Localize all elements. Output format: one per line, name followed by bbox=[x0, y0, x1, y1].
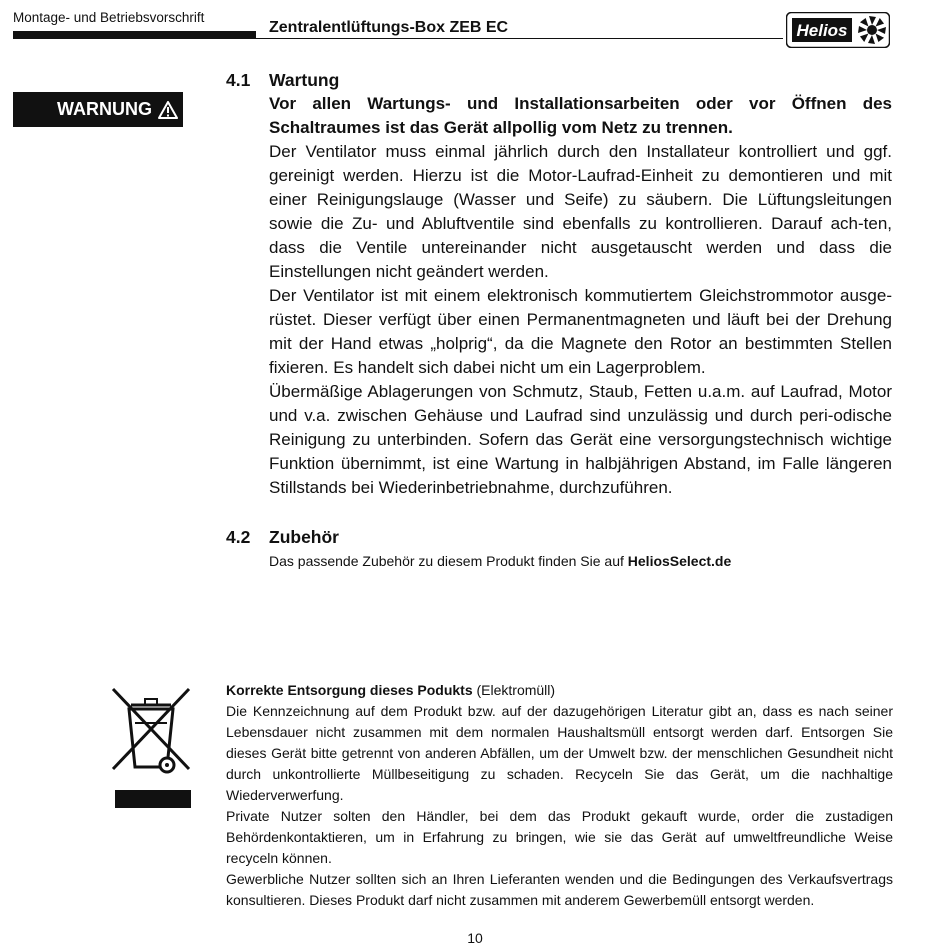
disposal-heading-suffix: (Elektromüll) bbox=[472, 682, 556, 698]
product-title: Zentralentlüftungs-Box ZEB EC bbox=[269, 19, 509, 36]
document-type-label: Montage- und Betriebsvorschrift bbox=[13, 10, 205, 25]
header-bar bbox=[13, 31, 256, 39]
logo-text: Helios bbox=[796, 21, 848, 40]
paragraph: Gewerbliche Nutzer sollten sich an Ihren Lieferanten wenden und die Bedingungen des Verkaufsvertrags konsultieren. Dieses Produkt darf nicht zusammen mit anderem Gewerbemüll entsorgt werden. bbox=[226, 871, 893, 908]
section-body bbox=[269, 92, 892, 500]
disposal-heading-bold: Korrekte Entsorgung dieses Podukts bbox=[226, 682, 473, 698]
paragraph: Private Nutzer solten den Händler, bei dem das Produkt gekauft wurde, order die zustadigen Behördenkontaktieren, um in Erfahrung zu bringen, wie sie das Gerät auf umweltfreundliche Weise recyceln können. bbox=[226, 808, 893, 866]
disposal-heading bbox=[226, 680, 893, 701]
warning-badge bbox=[13, 92, 183, 127]
helios-logo bbox=[786, 12, 890, 48]
paragraph: Der Ventilator ist mit einem elektronisch kommutiertem Gleichstrommotor ausge-rüstet. Dieser verfügt über einen Permanentmagneten und läuft bei der Drehung mit der Hand etwas „holprig“, da die Magnete den Rotor an bestimmten Stellen fixieren. Es handelt sich dabei nicht um ein Lagerproblem. bbox=[269, 286, 892, 377]
warning-triangle-icon bbox=[158, 101, 178, 119]
paragraph: Übermäßige Ablagerungen von Schmutz, Staub, Fetten u.a.m. auf Laufrad, Motor und v.a. zwischen Gehäuse und Laufrad sind unzulässig und durch peri-odische Reinigung zu unterbinden. Sofern das Gerät eine versorgungstechnisch wichtige Funktion übernimmt, ist eine Wartung in halbjährigen Abstand, im Falle längeren Stillstands bei Wiederinbetriebnahme, durchzuführen. bbox=[269, 382, 892, 497]
section-title: Wartung bbox=[269, 70, 340, 90]
disposal-notice bbox=[226, 680, 893, 911]
warning-label: WARNUNG bbox=[57, 99, 152, 119]
crossed-out-wheelie-bin-icon bbox=[105, 683, 197, 811]
section-number: 4.1 bbox=[226, 70, 251, 90]
page-number: 10 bbox=[467, 930, 483, 946]
header-rule bbox=[256, 38, 783, 39]
helios-select-link[interactable]: HeliosSelect.de bbox=[627, 553, 732, 569]
paragraph: Der Ventilator muss einmal jährlich durch den Installateur kontrolliert und ggf. gereinigt werden. Hierzu ist die Motor-Laufrad-Einheit zu demontieren und mit einer Reinigungslauge (Wasser und Seife) zu säubern. Die Lüftungsleitungen sowie die Zu- und Abluftventile sind ebenfalls zu kontrollieren. Darauf ach-ten, dass die Ventile untereinander nicht ausgetauscht werden und dass die Einstellungen nicht geändert werden. bbox=[269, 142, 892, 281]
bold-warning: Vor allen Wartungs- und Installationsarbeiten oder vor Öffnen des Schaltraumes ist das Gerät allpollig vom Netz zu trennen. bbox=[269, 94, 892, 137]
accessory-text-prefix: Das passende Zubehör zu diesem Produkt finden Sie auf bbox=[269, 553, 628, 569]
paragraph: Die Kennzeichnung auf dem Produkt bzw. auf der dazugehörigen Literatur gibt an, dass es nach seiner Lebensdauer nicht zusammen mit dem normalen Haushaltsmüll entsorgt werden darf. Entsorgen Sie dieses Gerät bitte getrennt von anderen Abfällen, um der Umwelt bzw. der menschlichen Gesundheit nicht durch unkontrollierte Müllbeseitigung zu schaden. Recyceln Sie das Gerät, um die nachhaltige Wiederverwerfung. bbox=[226, 703, 893, 803]
section-title: Zubehör bbox=[269, 527, 339, 547]
accessory-text bbox=[269, 553, 731, 569]
section-number: 4.2 bbox=[226, 527, 251, 547]
